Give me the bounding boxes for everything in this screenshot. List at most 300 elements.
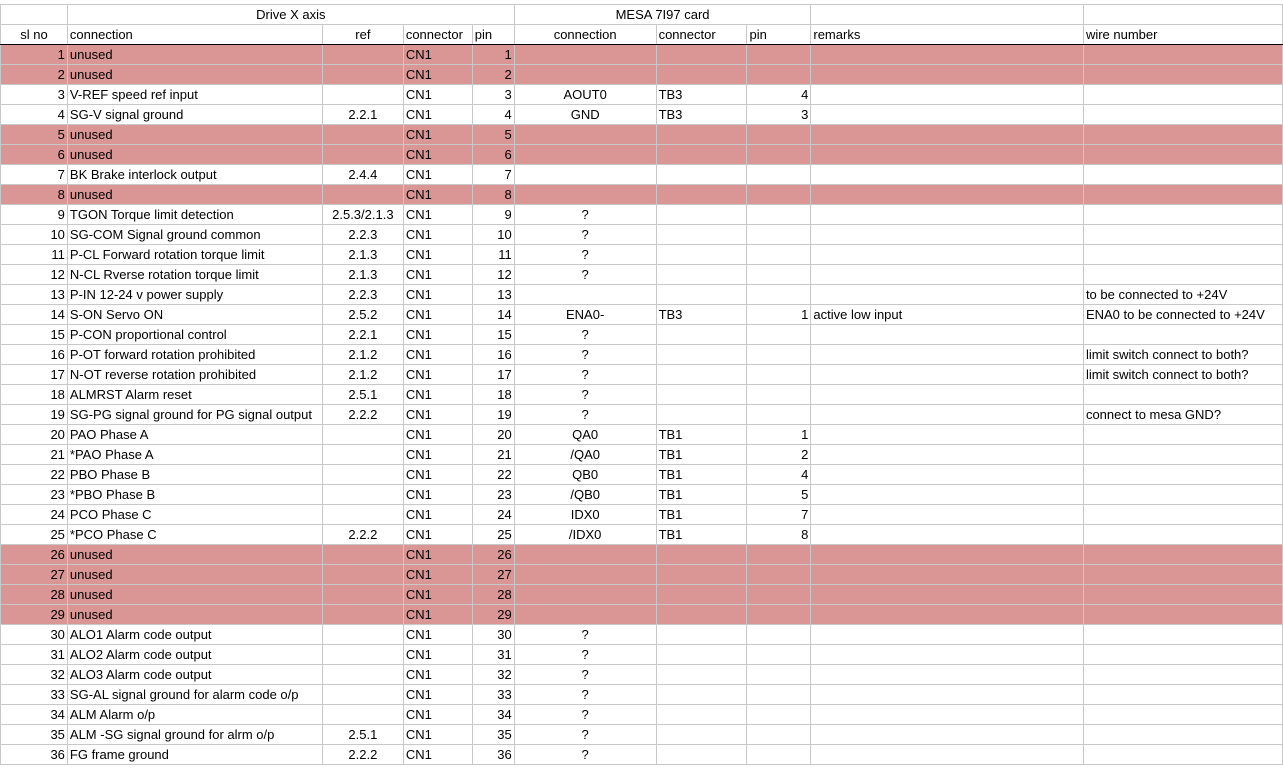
sl-no-cell[interactable]: 14 xyxy=(1,305,68,325)
mesa-connection-cell[interactable]: AOUT0 xyxy=(514,85,656,105)
connection-cell[interactable]: *PBO Phase B xyxy=(67,485,322,505)
connection-cell[interactable]: unused xyxy=(67,545,322,565)
pin-cell[interactable]: 20 xyxy=(472,425,514,445)
mesa-connector-cell[interactable]: TB1 xyxy=(656,465,747,485)
connector-cell[interactable]: CN1 xyxy=(403,625,472,645)
col-header-ref[interactable]: ref xyxy=(322,25,403,45)
connection-cell[interactable]: PCO Phase C xyxy=(67,505,322,525)
mesa-connection-cell[interactable]: ? xyxy=(514,385,656,405)
connector-cell[interactable]: CN1 xyxy=(403,645,472,665)
ref-cell[interactable]: 2.1.3 xyxy=(322,265,403,285)
mesa-connector-cell[interactable] xyxy=(656,345,747,365)
pin-cell[interactable]: 2 xyxy=(472,65,514,85)
remarks-cell[interactable] xyxy=(811,325,1084,345)
ref-cell[interactable] xyxy=(322,465,403,485)
col-header-mesa-connector[interactable]: connector xyxy=(656,25,747,45)
sl-no-cell[interactable]: 28 xyxy=(1,585,68,605)
wire-number-cell[interactable] xyxy=(1083,425,1282,445)
pin-cell[interactable]: 6 xyxy=(472,145,514,165)
pin-cell[interactable]: 14 xyxy=(472,305,514,325)
connection-cell[interactable]: unused xyxy=(67,145,322,165)
mesa-pin-cell[interactable] xyxy=(747,245,811,265)
sl-no-cell[interactable]: 30 xyxy=(1,625,68,645)
pin-cell[interactable]: 19 xyxy=(472,405,514,425)
wire-number-cell[interactable] xyxy=(1083,645,1282,665)
pin-cell[interactable]: 26 xyxy=(472,545,514,565)
ref-cell[interactable] xyxy=(322,605,403,625)
mesa-pin-cell[interactable] xyxy=(747,665,811,685)
mesa-connector-cell[interactable] xyxy=(656,45,747,65)
remarks-cell[interactable] xyxy=(811,185,1084,205)
mesa-connection-cell[interactable]: ? xyxy=(514,365,656,385)
mesa-connection-cell[interactable]: ? xyxy=(514,345,656,365)
pin-cell[interactable]: 25 xyxy=(472,525,514,545)
sl-no-cell[interactable]: 18 xyxy=(1,385,68,405)
sl-no-cell[interactable]: 12 xyxy=(1,265,68,285)
mesa-connection-cell[interactable]: ENA0- xyxy=(514,305,656,325)
mesa-pin-cell[interactable] xyxy=(747,125,811,145)
remarks-cell[interactable] xyxy=(811,725,1084,745)
wire-number-cell[interactable] xyxy=(1083,45,1282,65)
ref-cell[interactable]: 2.5.2 xyxy=(322,305,403,325)
remarks-cell[interactable] xyxy=(811,485,1084,505)
sl-no-cell[interactable]: 2 xyxy=(1,65,68,85)
ref-cell[interactable]: 2.2.1 xyxy=(322,105,403,125)
wire-number-cell[interactable] xyxy=(1083,745,1282,765)
connection-cell[interactable]: PAO Phase A xyxy=(67,425,322,445)
connector-cell[interactable]: CN1 xyxy=(403,725,472,745)
wire-number-cell[interactable] xyxy=(1083,85,1282,105)
ref-cell[interactable] xyxy=(322,485,403,505)
mesa-connection-cell[interactable]: ? xyxy=(514,725,656,745)
remarks-cell[interactable] xyxy=(811,605,1084,625)
sl-no-cell[interactable]: 16 xyxy=(1,345,68,365)
connection-cell[interactable]: unused xyxy=(67,585,322,605)
pin-cell[interactable]: 28 xyxy=(472,585,514,605)
connector-cell[interactable]: CN1 xyxy=(403,325,472,345)
mesa-connector-cell[interactable] xyxy=(656,645,747,665)
connector-cell[interactable]: CN1 xyxy=(403,605,472,625)
mesa-connection-cell[interactable]: QB0 xyxy=(514,465,656,485)
connection-cell[interactable]: N-CL Rverse rotation torque limit xyxy=(67,265,322,285)
mesa-connection-cell[interactable] xyxy=(514,145,656,165)
mesa-connection-cell[interactable]: ? xyxy=(514,685,656,705)
remarks-cell[interactable] xyxy=(811,205,1084,225)
connection-cell[interactable]: N-OT reverse rotation prohibited xyxy=(67,365,322,385)
mesa-pin-cell[interactable] xyxy=(747,685,811,705)
sl-no-cell[interactable]: 13 xyxy=(1,285,68,305)
ref-cell[interactable]: 2.2.2 xyxy=(322,525,403,545)
remarks-cell[interactable] xyxy=(811,165,1084,185)
remarks-cell[interactable] xyxy=(811,425,1084,445)
remarks-cell[interactable] xyxy=(811,45,1084,65)
ref-cell[interactable]: 2.1.2 xyxy=(322,345,403,365)
connector-cell[interactable]: CN1 xyxy=(403,545,472,565)
ref-cell[interactable] xyxy=(322,85,403,105)
connector-cell[interactable]: CN1 xyxy=(403,425,472,445)
remarks-cell[interactable] xyxy=(811,545,1084,565)
remarks-cell[interactable] xyxy=(811,585,1084,605)
wire-number-cell[interactable] xyxy=(1083,445,1282,465)
mesa-connection-cell[interactable] xyxy=(514,165,656,185)
mesa-connection-cell[interactable]: /QB0 xyxy=(514,485,656,505)
mesa-connection-cell[interactable]: ? xyxy=(514,665,656,685)
mesa-connector-cell[interactable] xyxy=(656,545,747,565)
sl-no-cell[interactable]: 10 xyxy=(1,225,68,245)
sl-no-cell[interactable]: 19 xyxy=(1,405,68,425)
wire-number-cell[interactable] xyxy=(1083,385,1282,405)
connector-cell[interactable]: CN1 xyxy=(403,265,472,285)
mesa-connector-cell[interactable] xyxy=(656,145,747,165)
connection-cell[interactable]: ALM Alarm o/p xyxy=(67,705,322,725)
remarks-cell[interactable] xyxy=(811,645,1084,665)
connection-cell[interactable]: ALO1 Alarm code output xyxy=(67,625,322,645)
mesa-connection-cell[interactable]: QA0 xyxy=(514,425,656,445)
ref-cell[interactable]: 2.1.3 xyxy=(322,245,403,265)
remarks-cell[interactable] xyxy=(811,625,1084,645)
ref-cell[interactable]: 2.2.3 xyxy=(322,285,403,305)
col-header-connector[interactable]: connector xyxy=(403,25,472,45)
sl-no-cell[interactable]: 36 xyxy=(1,745,68,765)
sl-no-cell[interactable]: 27 xyxy=(1,565,68,585)
mesa-connection-cell[interactable] xyxy=(514,185,656,205)
sl-no-cell[interactable]: 4 xyxy=(1,105,68,125)
connection-cell[interactable]: ALO3 Alarm code output xyxy=(67,665,322,685)
mesa-connection-cell[interactable]: ? xyxy=(514,225,656,245)
ref-cell[interactable]: 2.1.2 xyxy=(322,365,403,385)
sl-no-cell[interactable]: 1 xyxy=(1,45,68,65)
wire-number-cell[interactable] xyxy=(1083,485,1282,505)
connector-cell[interactable]: CN1 xyxy=(403,465,472,485)
drive-x-axis-header[interactable]: Drive X axis xyxy=(67,5,514,25)
mesa-connector-cell[interactable] xyxy=(656,325,747,345)
sl-no-cell[interactable]: 23 xyxy=(1,485,68,505)
connection-cell[interactable]: SG-COM Signal ground common xyxy=(67,225,322,245)
mesa-connector-cell[interactable] xyxy=(656,605,747,625)
pin-cell[interactable]: 12 xyxy=(472,265,514,285)
connection-cell[interactable]: unused xyxy=(67,185,322,205)
mesa-connector-cell[interactable] xyxy=(656,205,747,225)
sl-no-cell[interactable]: 25 xyxy=(1,525,68,545)
pin-cell[interactable]: 29 xyxy=(472,605,514,625)
pin-cell[interactable]: 8 xyxy=(472,185,514,205)
ref-cell[interactable] xyxy=(322,545,403,565)
remarks-cell[interactable] xyxy=(811,65,1084,85)
connection-cell[interactable]: P-OT forward rotation prohibited xyxy=(67,345,322,365)
mesa-pin-cell[interactable]: 1 xyxy=(747,305,811,325)
connector-cell[interactable]: CN1 xyxy=(403,505,472,525)
connector-cell[interactable]: CN1 xyxy=(403,165,472,185)
remarks-cell[interactable]: active low input xyxy=(811,305,1084,325)
wire-number-cell[interactable] xyxy=(1083,585,1282,605)
mesa-pin-cell[interactable]: 7 xyxy=(747,505,811,525)
mesa-connection-cell[interactable] xyxy=(514,545,656,565)
mesa-pin-cell[interactable] xyxy=(747,145,811,165)
connection-cell[interactable]: unused xyxy=(67,65,322,85)
mesa-connection-cell[interactable]: ? xyxy=(514,245,656,265)
sl-no-cell[interactable]: 29 xyxy=(1,605,68,625)
col-header-remarks[interactable]: remarks xyxy=(811,25,1084,45)
col-header-wire-number[interactable]: wire number xyxy=(1083,25,1282,45)
mesa-pin-cell[interactable]: 2 xyxy=(747,445,811,465)
sl-no-cell[interactable]: 33 xyxy=(1,685,68,705)
mesa-pin-cell[interactable] xyxy=(747,45,811,65)
connection-cell[interactable]: TGON Torque limit detection xyxy=(67,205,322,225)
connector-cell[interactable]: CN1 xyxy=(403,125,472,145)
mesa-connector-cell[interactable] xyxy=(656,225,747,245)
mesa-connection-cell[interactable] xyxy=(514,285,656,305)
mesa-connection-cell[interactable] xyxy=(514,585,656,605)
connector-cell[interactable]: CN1 xyxy=(403,65,472,85)
wire-number-cell[interactable] xyxy=(1083,565,1282,585)
connection-cell[interactable]: ALM -SG signal ground for alrm o/p xyxy=(67,725,322,745)
col-header-pin[interactable]: pin xyxy=(472,25,514,45)
wire-number-cell[interactable] xyxy=(1083,105,1282,125)
sl-no-cell[interactable]: 22 xyxy=(1,465,68,485)
mesa-pin-cell[interactable] xyxy=(747,205,811,225)
ref-cell[interactable] xyxy=(322,125,403,145)
ref-cell[interactable] xyxy=(322,625,403,645)
wire-number-cell[interactable] xyxy=(1083,65,1282,85)
connector-cell[interactable]: CN1 xyxy=(403,105,472,125)
mesa-connection-cell[interactable]: ? xyxy=(514,645,656,665)
connector-cell[interactable]: CN1 xyxy=(403,585,472,605)
remarks-cell[interactable] xyxy=(811,285,1084,305)
sl-no-cell[interactable]: 32 xyxy=(1,665,68,685)
connector-cell[interactable]: CN1 xyxy=(403,225,472,245)
remarks-cell[interactable] xyxy=(811,245,1084,265)
sl-no-cell[interactable]: 17 xyxy=(1,365,68,385)
sl-no-cell[interactable]: 21 xyxy=(1,445,68,465)
pin-cell[interactable]: 27 xyxy=(472,565,514,585)
mesa-connector-cell[interactable] xyxy=(656,285,747,305)
remarks-cell[interactable] xyxy=(811,85,1084,105)
pin-cell[interactable]: 30 xyxy=(472,625,514,645)
wire-number-cell[interactable] xyxy=(1083,245,1282,265)
remarks-cell[interactable] xyxy=(811,385,1084,405)
sl-no-cell[interactable]: 15 xyxy=(1,325,68,345)
mesa-connector-cell[interactable]: TB3 xyxy=(656,85,747,105)
connector-cell[interactable]: CN1 xyxy=(403,445,472,465)
mesa-pin-cell[interactable] xyxy=(747,565,811,585)
ref-cell[interactable]: 2.5.1 xyxy=(322,385,403,405)
mesa-pin-cell[interactable] xyxy=(747,225,811,245)
mesa-connection-cell[interactable]: IDX0 xyxy=(514,505,656,525)
wire-number-cell[interactable] xyxy=(1083,685,1282,705)
mesa-connector-cell[interactable] xyxy=(656,665,747,685)
sl-no-cell[interactable]: 7 xyxy=(1,165,68,185)
pin-cell[interactable]: 18 xyxy=(472,385,514,405)
mesa-pin-cell[interactable] xyxy=(747,65,811,85)
mesa-pin-cell[interactable] xyxy=(747,365,811,385)
pin-cell[interactable]: 31 xyxy=(472,645,514,665)
ref-cell[interactable] xyxy=(322,685,403,705)
pin-cell[interactable]: 4 xyxy=(472,105,514,125)
mesa-connector-cell[interactable] xyxy=(656,65,747,85)
mesa-pin-cell[interactable] xyxy=(747,725,811,745)
mesa-connection-cell[interactable]: GND xyxy=(514,105,656,125)
sl-no-cell[interactable]: 24 xyxy=(1,505,68,525)
pin-cell[interactable]: 15 xyxy=(472,325,514,345)
wire-number-cell[interactable] xyxy=(1083,725,1282,745)
mesa-connection-cell[interactable]: /IDX0 xyxy=(514,525,656,545)
remarks-cell[interactable] xyxy=(811,685,1084,705)
pin-cell[interactable]: 1 xyxy=(472,45,514,65)
wire-number-cell[interactable] xyxy=(1083,525,1282,545)
connector-cell[interactable]: CN1 xyxy=(403,345,472,365)
mesa-connector-cell[interactable] xyxy=(656,405,747,425)
ref-cell[interactable] xyxy=(322,565,403,585)
mesa-connector-cell[interactable] xyxy=(656,725,747,745)
connection-cell[interactable]: SG-V signal ground xyxy=(67,105,322,125)
pin-cell[interactable]: 23 xyxy=(472,485,514,505)
pin-cell[interactable]: 13 xyxy=(472,285,514,305)
connector-cell[interactable]: CN1 xyxy=(403,385,472,405)
mesa-pin-cell[interactable] xyxy=(747,185,811,205)
mesa-connector-cell[interactable] xyxy=(656,385,747,405)
mesa-connector-cell[interactable]: TB1 xyxy=(656,525,747,545)
col-header-mesa-connection[interactable]: connection xyxy=(514,25,656,45)
mesa-connection-cell[interactable]: ? xyxy=(514,325,656,345)
ref-cell[interactable] xyxy=(322,185,403,205)
connection-cell[interactable]: PBO Phase B xyxy=(67,465,322,485)
pin-cell[interactable]: 7 xyxy=(472,165,514,185)
wire-number-cell[interactable]: to be connected to +24V xyxy=(1083,285,1282,305)
mesa-pin-cell[interactable] xyxy=(747,265,811,285)
remarks-cell[interactable] xyxy=(811,125,1084,145)
mesa-connection-cell[interactable]: ? xyxy=(514,265,656,285)
ref-cell[interactable] xyxy=(322,145,403,165)
ref-cell[interactable] xyxy=(322,585,403,605)
connection-cell[interactable]: P-CL Forward rotation torque limit xyxy=(67,245,322,265)
mesa-pin-cell[interactable] xyxy=(747,745,811,765)
mesa-connector-cell[interactable] xyxy=(656,585,747,605)
connector-cell[interactable]: CN1 xyxy=(403,145,472,165)
mesa-card-header[interactable]: MESA 7I97 card xyxy=(514,5,811,25)
pin-cell[interactable]: 22 xyxy=(472,465,514,485)
connector-cell[interactable]: CN1 xyxy=(403,365,472,385)
mesa-pin-cell[interactable] xyxy=(747,625,811,645)
sl-no-cell[interactable]: 6 xyxy=(1,145,68,165)
pin-cell[interactable]: 11 xyxy=(472,245,514,265)
wire-number-cell[interactable]: limit switch connect to both? xyxy=(1083,365,1282,385)
sl-no-cell[interactable]: 5 xyxy=(1,125,68,145)
ref-cell[interactable]: 2.4.4 xyxy=(322,165,403,185)
wire-number-cell[interactable] xyxy=(1083,185,1282,205)
ref-cell[interactable]: 2.2.2 xyxy=(322,745,403,765)
wire-number-cell[interactable] xyxy=(1083,205,1282,225)
mesa-pin-cell[interactable] xyxy=(747,545,811,565)
mesa-connector-cell[interactable] xyxy=(656,365,747,385)
mesa-connection-cell[interactable]: ? xyxy=(514,205,656,225)
pin-cell[interactable]: 3 xyxy=(472,85,514,105)
ref-cell[interactable]: 2.2.2 xyxy=(322,405,403,425)
pin-cell[interactable]: 34 xyxy=(472,705,514,725)
col-header-connection[interactable]: connection xyxy=(67,25,322,45)
mesa-pin-cell[interactable]: 4 xyxy=(747,465,811,485)
remarks-cell[interactable] xyxy=(811,105,1084,125)
mesa-connector-cell[interactable] xyxy=(656,745,747,765)
mesa-connector-cell[interactable] xyxy=(656,265,747,285)
connector-cell[interactable]: CN1 xyxy=(403,245,472,265)
connector-cell[interactable]: CN1 xyxy=(403,205,472,225)
mesa-pin-cell[interactable]: 5 xyxy=(747,485,811,505)
pin-cell[interactable]: 33 xyxy=(472,685,514,705)
ref-cell[interactable]: 2.2.1 xyxy=(322,325,403,345)
mesa-connector-cell[interactable]: TB1 xyxy=(656,485,747,505)
connection-cell[interactable]: ALO2 Alarm code output xyxy=(67,645,322,665)
pin-cell[interactable]: 9 xyxy=(472,205,514,225)
connection-cell[interactable]: *PAO Phase A xyxy=(67,445,322,465)
mesa-connection-cell[interactable] xyxy=(514,45,656,65)
mesa-connector-cell[interactable] xyxy=(656,165,747,185)
ref-cell[interactable] xyxy=(322,705,403,725)
pin-cell[interactable]: 35 xyxy=(472,725,514,745)
mesa-connection-cell[interactable] xyxy=(514,565,656,585)
mesa-connector-cell[interactable] xyxy=(656,685,747,705)
pin-cell[interactable]: 10 xyxy=(472,225,514,245)
sl-no-cell[interactable]: 31 xyxy=(1,645,68,665)
connection-cell[interactable]: unused xyxy=(67,45,322,65)
wire-number-cell[interactable] xyxy=(1083,545,1282,565)
ref-cell[interactable] xyxy=(322,65,403,85)
mesa-connection-cell[interactable]: ? xyxy=(514,705,656,725)
mesa-pin-cell[interactable]: 1 xyxy=(747,425,811,445)
connection-cell[interactable]: SG-AL signal ground for alarm code o/p xyxy=(67,685,322,705)
wire-number-cell[interactable] xyxy=(1083,705,1282,725)
mesa-pin-cell[interactable] xyxy=(747,645,811,665)
mesa-pin-cell[interactable]: 3 xyxy=(747,105,811,125)
connector-cell[interactable]: CN1 xyxy=(403,45,472,65)
wire-number-cell[interactable]: ENA0 to be connected to +24V xyxy=(1083,305,1282,325)
ref-cell[interactable]: 2.2.3 xyxy=(322,225,403,245)
wire-number-cell[interactable] xyxy=(1083,325,1282,345)
remarks-cell[interactable] xyxy=(811,525,1084,545)
wire-number-cell[interactable]: limit switch connect to both? xyxy=(1083,345,1282,365)
mesa-connection-cell[interactable]: ? xyxy=(514,745,656,765)
ref-cell[interactable] xyxy=(322,645,403,665)
sl-no-cell[interactable]: 20 xyxy=(1,425,68,445)
remarks-cell[interactable] xyxy=(811,505,1084,525)
connector-cell[interactable]: CN1 xyxy=(403,525,472,545)
ref-cell[interactable] xyxy=(322,505,403,525)
mesa-connector-cell[interactable]: TB1 xyxy=(656,425,747,445)
wire-number-cell[interactable]: connect to mesa GND? xyxy=(1083,405,1282,425)
connection-cell[interactable]: unused xyxy=(67,605,322,625)
mesa-pin-cell[interactable] xyxy=(747,405,811,425)
connector-cell[interactable]: CN1 xyxy=(403,685,472,705)
mesa-pin-cell[interactable]: 8 xyxy=(747,525,811,545)
mesa-connector-cell[interactable]: TB3 xyxy=(656,105,747,125)
wire-number-cell[interactable] xyxy=(1083,665,1282,685)
mesa-connector-cell[interactable] xyxy=(656,125,747,145)
sl-no-cell[interactable]: 35 xyxy=(1,725,68,745)
mesa-pin-cell[interactable] xyxy=(747,325,811,345)
pin-cell[interactable]: 16 xyxy=(472,345,514,365)
connection-cell[interactable]: P-CON proportional control xyxy=(67,325,322,345)
pin-cell[interactable]: 5 xyxy=(472,125,514,145)
wire-number-cell[interactable] xyxy=(1083,505,1282,525)
mesa-pin-cell[interactable] xyxy=(747,605,811,625)
connection-cell[interactable]: unused xyxy=(67,125,322,145)
wire-number-cell[interactable] xyxy=(1083,605,1282,625)
connector-cell[interactable]: CN1 xyxy=(403,665,472,685)
remarks-cell[interactable] xyxy=(811,745,1084,765)
connection-cell[interactable]: P-IN 12-24 v power supply xyxy=(67,285,322,305)
connection-cell[interactable]: BK Brake interlock output xyxy=(67,165,322,185)
col-header-sl-no[interactable]: sl no xyxy=(1,25,68,45)
connection-cell[interactable]: FG frame ground xyxy=(67,745,322,765)
